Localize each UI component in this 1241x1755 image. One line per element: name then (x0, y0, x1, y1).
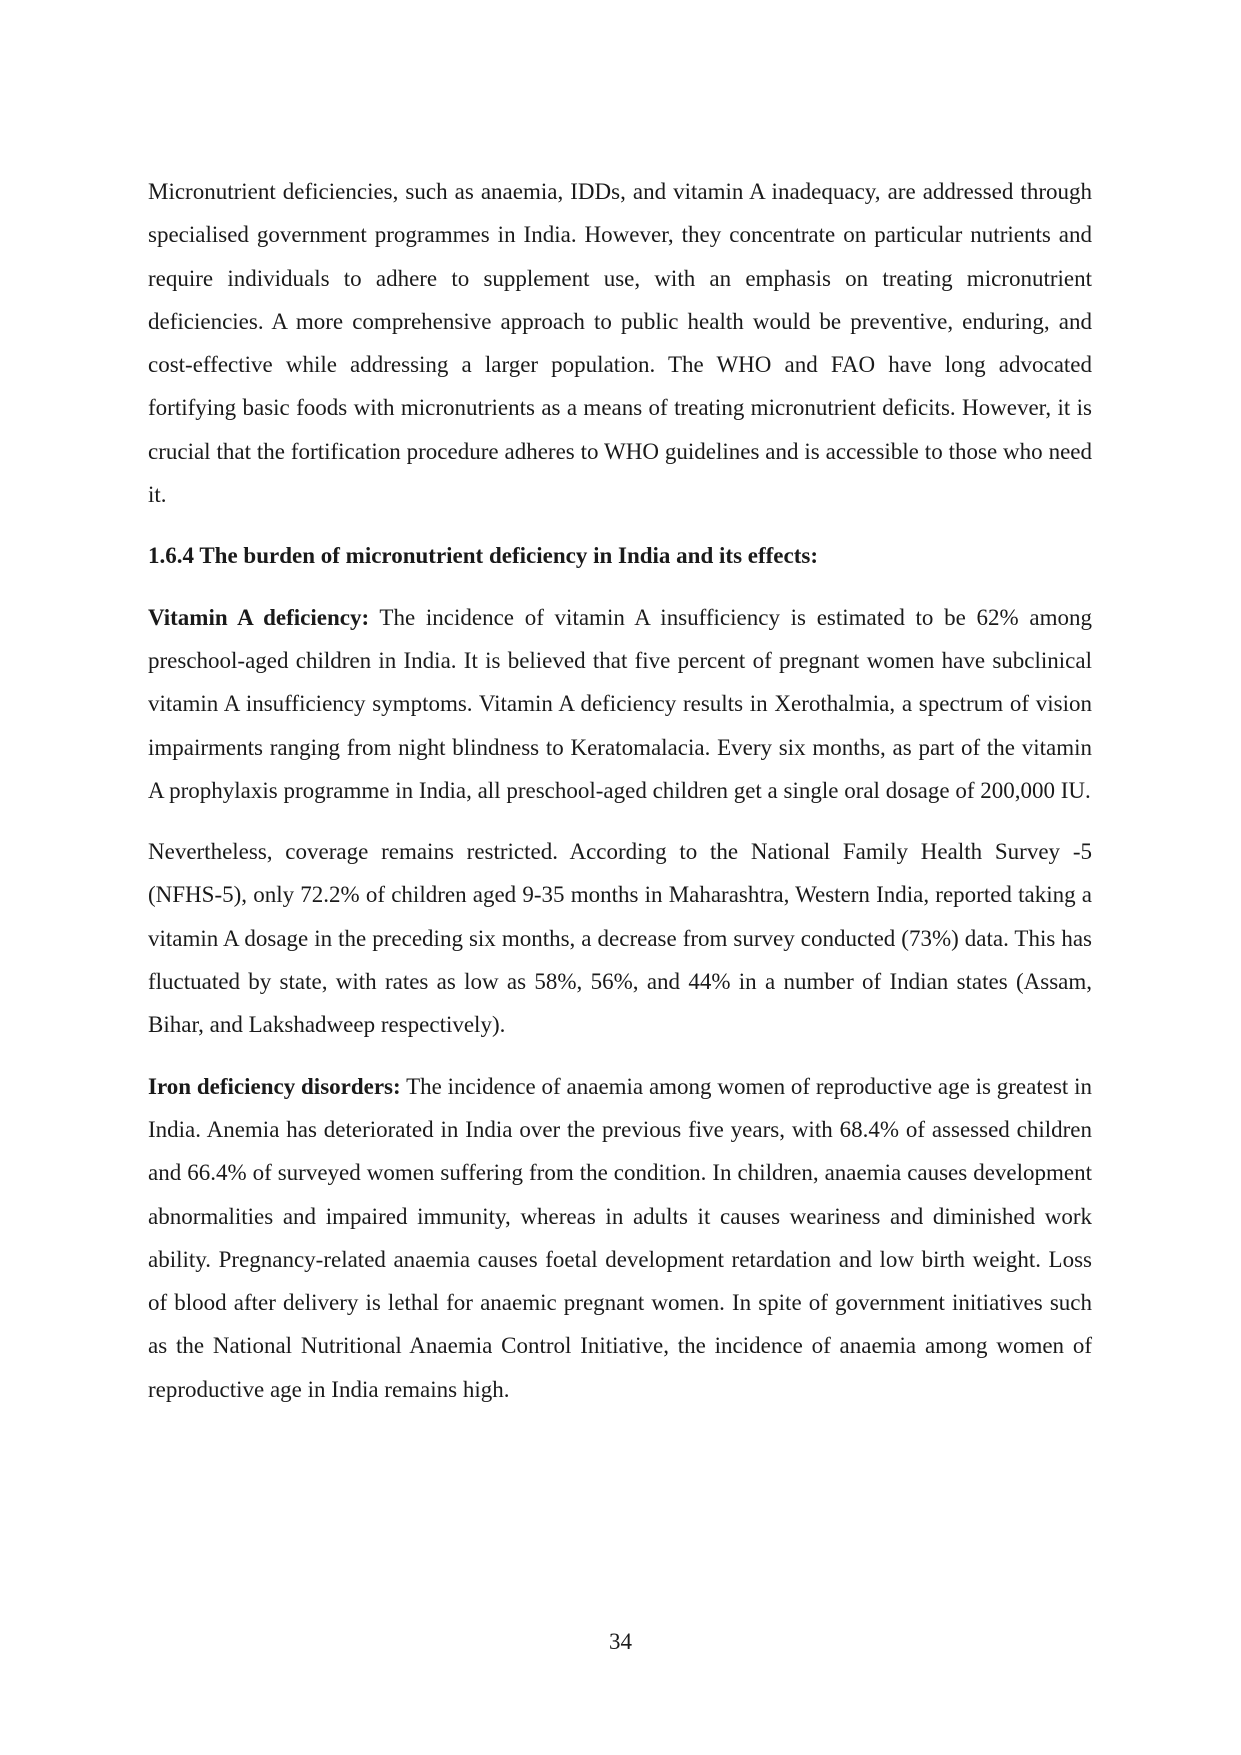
vitamin-a-paragraph (148, 596, 1092, 812)
iron-paragraph (148, 1065, 1092, 1411)
iron-lead: Iron deficiency disorders: (148, 1073, 401, 1099)
section-heading: 1.6.4 The burden of micronutrient deficiency in India and its effects: (148, 543, 818, 569)
vitamin-a-lead: Vitamin A deficiency: (148, 604, 370, 630)
coverage-paragraph: Nevertheless, coverage remains restricted. According to the National Family Health Survey -5 (NFHS-5), only 72.2% of children aged 9-35 months in Maharashtra, Western India, reported taking a vitamin A dosage in the preceding six months, a decrease from survey conducted (73%) data. This has fluctuated by state, with rates as low as 58%, 56%, and 44% in a number of Indian states (Assam, Bihar, and Lakshadweep respectively). (148, 839, 1092, 1038)
page-number: 34 (609, 1629, 632, 1654)
vitamin-a-text: The incidence of vitamin A insufficiency is estimated to be 62% among preschool-aged children in India. It is believed that five percent of pregnant women have subclinical vitamin A insufficiency symptoms. Vitamin A deficiency results in Xerothalmia, a spectrum of vision impairments ranging from night blindness to Keratomalacia. Every six months, as part of the vitamin A prophylaxis programme in India, all preschool-aged children get a single oral dosage of 200,000 IU. (148, 604, 1092, 803)
intro-paragraph: Micronutrient deficiencies, such as anaemia, IDDs, and vitamin A inadequacy, are addressed through specialised government programmes in India. However, they concentrate on particular nutrients and require individuals to adhere to supplement use, with an emphasis on treating micronutrient deficiencies. A more comprehensive approach to public health would be preventive, enduring, and cost-effective while addressing a larger population. The WHO and FAO have long advocated fortifying basic foods with micronutrients as a means of treating micronutrient deficits. However, it is crucial that the fortification procedure adheres to WHO guidelines and is accessible to those who need it. (148, 179, 1092, 508)
iron-text: The incidence of anaemia among women of reproductive age is greatest in India. Anemia has deteriorated in India over the previous five years, with 68.4% of assessed children and 66.4% of surveyed women suffering from the condition. In children, anaemia causes development abnormalities and impaired immunity, whereas in adults it causes weariness and diminished work ability. Pregnancy-related anaemia causes foetal development retardation and low birth weight. Loss of blood after delivery is lethal for anaemic pregnant women. In spite of government initiatives such as the National Nutritional Anaemia Control Initiative, the incidence of anaemia among women of reproductive age in India remains high. (148, 1073, 1092, 1402)
page-body (148, 170, 1092, 1411)
